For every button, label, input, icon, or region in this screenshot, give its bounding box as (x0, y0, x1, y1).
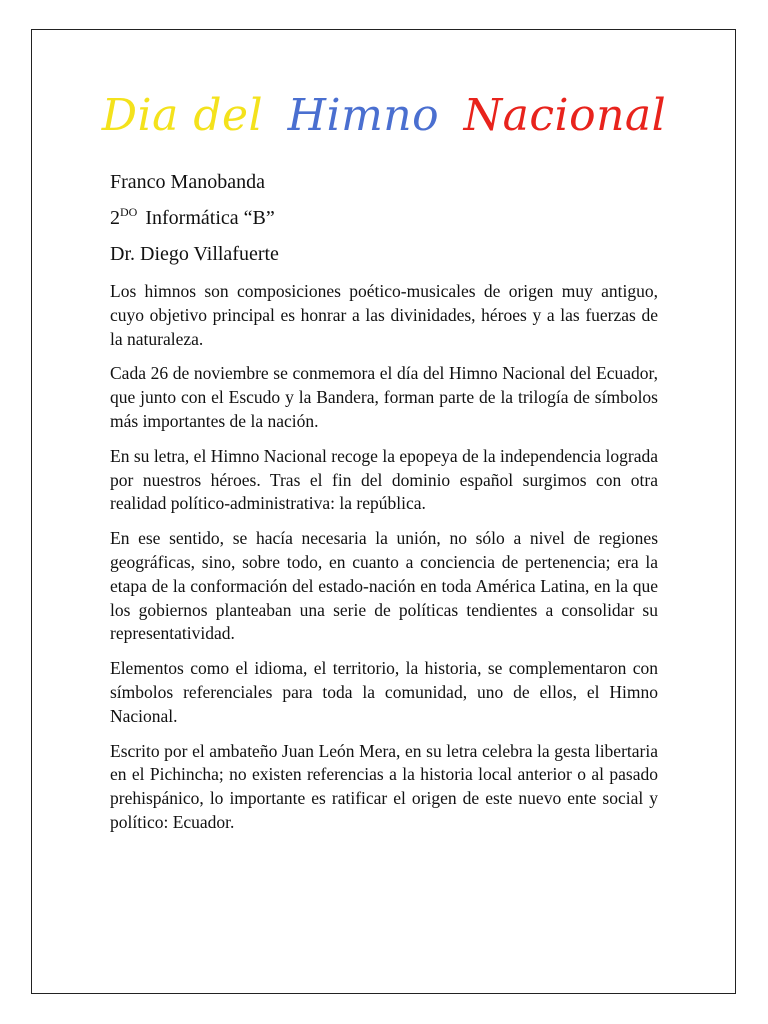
course-name: Informática “B” (145, 207, 275, 229)
title-part-yellow: Dia del (101, 90, 264, 141)
course-line (110, 206, 275, 232)
paragraph: Cada 26 de noviembre se conmemora el día del Himno Nacional del Ecuador, que junto con el Escudo y la Bandera, forman parte de la trilogía de símbolos más importantes de la nación. (110, 363, 658, 431)
course-number: 2 (110, 207, 120, 229)
author-name: Franco Manobanda (110, 171, 265, 193)
course-superscript: DO (120, 205, 138, 219)
paragraph: Escrito por el ambateño Juan León Mera, en su letra celebra la gesta libertaria en el Pichincha; no existen referencias a la historia local anterior o al pasado prehispánico, lo importante es ratificar el origen de este nuevo ente social y político: Ecuador. (110, 740, 658, 832)
paragraph: En su letra, el Himno Nacional recoge la epopeya de la independencia lograda por nuestros héroes. Tras el fin del dominio español surgimos con otra realidad político-administrativa: la república. (110, 445, 658, 514)
title-part-red: Nacional (463, 90, 667, 141)
paragraph: Los himnos son composiciones poético-musicales de origen muy antiguo, cuyo objetivo principal es honrar a las divinidades, héroes y a las fuerzas de la naturaleza. (110, 281, 658, 349)
title-part-blue: Himno (287, 90, 440, 141)
document-body (110, 280, 658, 846)
paragraph: En ese sentido, se hacía necesaria la unión, no sólo a nivel de regiones geográficas, sino, sobre todo, en cuanto a conciencia de pertenencia; era la etapa de la conformación del estado-nación en toda América Latina, en la que los gobiernos planteaban una serie de políticas tendientes a consolidar su representatividad. (110, 528, 658, 644)
teacher-name: Dr. Diego Villafuerte (110, 243, 279, 265)
paragraph: Elementos como el idioma, el territorio, la historia, se complementaron con símbolos referenciales para toda la comunidad, uno de ellos, el Himno Nacional. (110, 658, 658, 726)
document-title (0, 84, 768, 148)
